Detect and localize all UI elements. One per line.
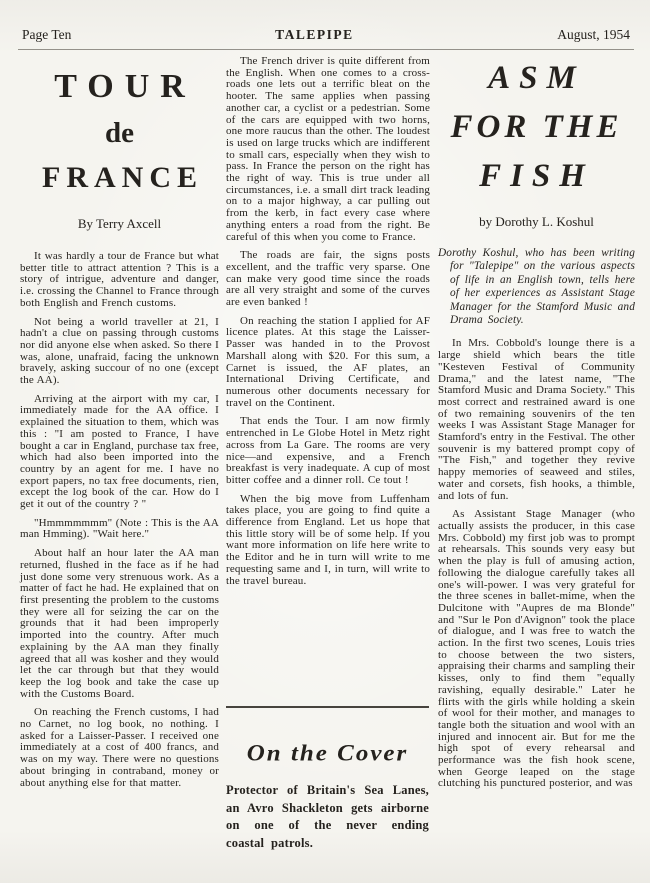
article-tour-continuation (226, 56, 430, 594)
title-line: ASM (488, 60, 585, 96)
article-paragraph: "Hmmmmmmm" (Note : This is the AA man Hmming). "Wait here." (20, 516, 219, 541)
page-header (22, 27, 630, 43)
article-paragraph: About half an hour later the AA man returned, flushed in the face as if he had just done some very strenuous work. As a matter of fact he had. He explained that on first presenting the problem to the customs they were all for seizing the car on the grounds that it had been improperly imported into the country. After much explaining by the AA man they finally agreed that all was kosher and they would let the car through but that they would keep the log book and take the case up with the Customs Board. (20, 547, 219, 700)
title-line: de (105, 117, 134, 149)
title-line: FOR THE (450, 109, 623, 145)
title-line: TOUR (54, 68, 196, 105)
cover-caption: Protector of Britain's Sea Lanes, an Avro Shackleton gets airborne on one of the never ending coastal patrols. (226, 783, 429, 850)
header-rule (18, 49, 634, 50)
article-paragraph: The roads are fair, the signs posts excellent, and the traffic very sparse. One can make very good time since the roads are all very straight and some of the curves are even banked ! (226, 249, 430, 309)
article-intro-note: Dorothy Koshul, who has been writing for "Talepipe" on the various aspects of life in an English town, tells here of her experiences as Assistant Stage Manager for the Stamford Music and Drama Society. (438, 247, 635, 327)
title-line: FISH (479, 158, 594, 194)
article-title-asm-for-the-fish (438, 62, 635, 193)
section-divider-rule (226, 706, 429, 708)
article-paragraph: That ends the Tour. I am now firmly entrenched in Le Globe Hotel in Metz right across from La Gare. The rooms are very nice—and expensive, and a French breakfast is very inadequate. A cup of most bitter coffee and a dinner roll. Ce tout ! (226, 415, 430, 486)
issue-date: August, 1954 (557, 27, 630, 42)
author-byline: by Dorothy L. Koshul (479, 214, 594, 229)
author-byline: By Terry Axcell (77, 216, 162, 231)
article-paragraph: The French driver is quite different from the English. When one comes to a cross-roads one lets out a terrific bleat on the hooter. The same applies when passing another car, a cyclist or a pedestrian. Some of the cars are equipped with two horns, one more raucus than the other. The loudest is used on large trucks which are indifferent to small cars, especially when they wish to pass. In France the person on the right has the right of way. This is true under all circumstances, i.e. a small dirt track leading on to a major highway, a car pulling out from the kerb, in fact every case where anything enters a road from the right. Be careful of this when you come to France. (226, 55, 430, 243)
article-paragraph: Not being a world traveller at 21, I hadn't a clue on passing through customs nor did anyone else when asked. So there I was, alone, unafraid, facing the unknown bravely, asking succour of no one (except the AA). (20, 315, 219, 387)
masthead-title: TALEPIPE (275, 27, 354, 42)
article-asm-for-the-fish (438, 56, 635, 797)
article-tour-de-france (20, 62, 219, 796)
article-paragraph: On reaching the station I applied for AF licence plates. At this stage the Laisser-Passer was handed in to the Provost Marshall along with $20. For this sum, a Carnet is issued, the AF plates, an International Driving Certificate, and numerous other documents necessary for travel on the Continent. (226, 314, 430, 409)
article-paragraph: When the big move from Luffenham takes place, you are going to find quite a difference from England. Let us hope that this little story will be of some help. If you want more information on life here write to the Editor and he in turn will write to me requesting same and I, in turn, will write to the travel bureau. (226, 492, 430, 587)
article-paragraph: On reaching the French customs, I had no Carnet, no log book, no nothing. I asked for a Laisser-Passer. I received one immediately at a cost of 400 francs, and was on my way. There were no questions about bringing in contraband, money or about anything else for that matter. (20, 706, 219, 789)
article-title-tour-de-france (20, 70, 219, 193)
article-paragraph: It was hardly a tour de France but what better title to attract attention ? This is a story of intrigue, adventure and danger, i.e. crossing the Channel to France through both English and French customs. (20, 250, 219, 309)
on-the-cover-section (226, 706, 429, 852)
on-the-cover-heading: On the Cover (246, 741, 409, 766)
article-paragraph: Arriving at the airport with my car, I immediately made for the AA office. I explained the situation to them, which was this : "I am posted to France, I have bought a car in England, purchase tax free, which had also been imported into the country by an agent for me. I have no export papers, no tax free documents, rien, except the log book of the car. How do I get it out of the country ? " (20, 392, 219, 511)
page-number-label: Page Ten (22, 27, 72, 42)
article-paragraph: As Assistant Stage Manager (who actually assists the producer, in this case Mrs. Cobbold) my first job was to prompt at rehearsals. This sounds very easy but when the play is full of amusing action, following the dialogue carefully takes all one's will-power. I was very grateful for the three scenes in ballet-mime, when the Dulcitone with "Aupres de ma Blonde" and "Sur le Pon d'Avignon" took the place of dialogue, and I was free to watch the action. In the first two scenes, Louis tries to choose between the two sisters, appraising their charms and sampling their kisses, only to find them "equally ravishing, equally desirable." Later he flirts with the girls while holding a skein of wool for their mother, and manages to tangle both the situation and wool with an injured and innocent air. But for me the high spot of every rehearsal and performance was the fish hook scene, when George leaped on the stage clutching his punctured posterior, and was (438, 508, 635, 790)
article-paragraph: In Mrs. Cobbold's lounge there is a large shield which bears the title "Kesteven Festival of Community Drama," and the latest name, "The Stamford Music and Drama Society." This most correct and restrained award is one of two remaining souvenirs of the ten weeks I was Assistant Stage Manager for Stamford's entry in the Festival. The other souvenir is my battered prompt copy of "The Fish," and together they revive happy memories of seaweed and stiles, water and corsets, fish hooks, a thimble, and lots of fun. (438, 337, 635, 502)
title-line: FRANCE (42, 161, 203, 194)
